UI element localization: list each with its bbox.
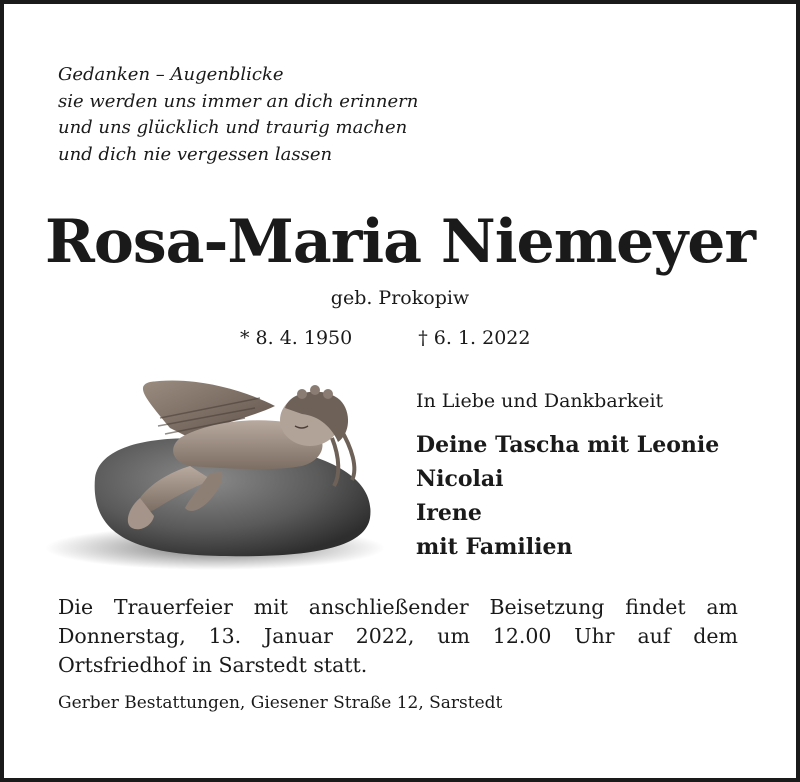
deceased-name: Rosa-Maria Niemeyer (44, 207, 756, 277)
mourner-name: Nicolai (416, 466, 504, 492)
life-dates (240, 327, 530, 349)
birth-date: * 8. 4. 1950 (240, 327, 353, 349)
mourners-list (416, 428, 719, 564)
death-date: † 6. 1. 2022 (418, 327, 531, 349)
birth-name: geb. Prokopiw (330, 287, 470, 309)
poem-line: sie werden uns immer an dich erinnern (58, 90, 419, 112)
funeral-home: Gerber Bestattungen, Giesener Straße 12, Sarstedt (58, 693, 503, 713)
mourner-name: Deine Tascha mit Leonie (416, 432, 720, 458)
mourners-intro: In Liebe und Dankbarkeit (416, 390, 664, 412)
mourner-name: Irene (416, 500, 482, 526)
poem-line: und dich nie vergessen lassen (58, 143, 333, 165)
sleeping-angel-on-stone-icon (40, 368, 390, 583)
mourner-name: mit Familien (416, 534, 573, 560)
poem (58, 62, 418, 168)
poem-line: und uns glücklich und traurig machen (58, 117, 408, 138)
poem-line: Gedanken – Augenblicke (58, 64, 284, 85)
service-announcement: Die Trauerfeier mit anschließender Beisetzung findet am Donnerstag, 13. Januar 2022, um 12.00 Uhr auf dem Ortsfriedhof in Sarstedt statt. (58, 595, 738, 677)
